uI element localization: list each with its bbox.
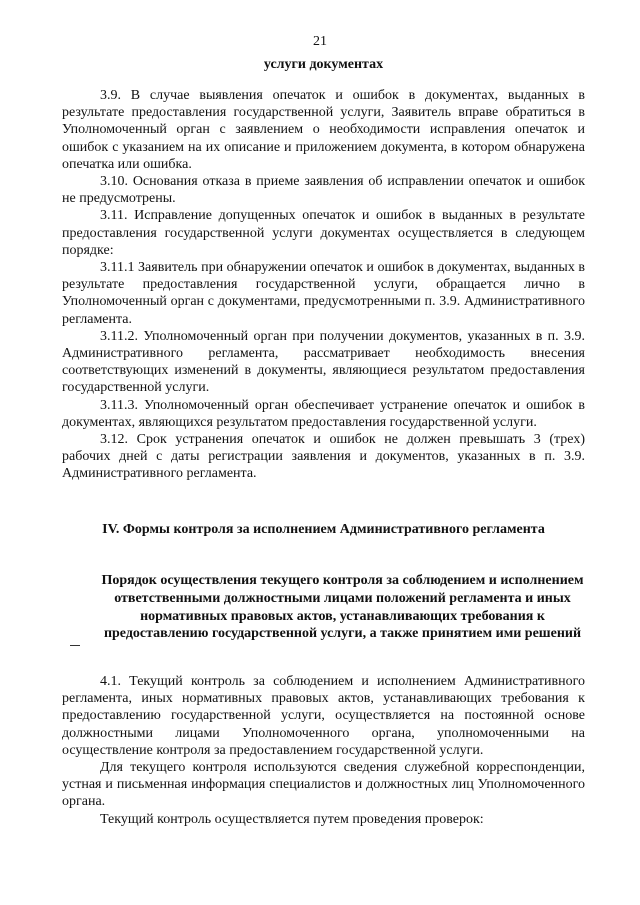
paragraph-control-checks: Текущий контроль осуществляется путем проведения проверок: — [100, 811, 484, 827]
paragraph-3-11-3: 3.11.3. Уполномоченный орган обеспечивает устранение опечаток и ошибок в документах, являющихся результатом предоставления государственной услуги. — [62, 397, 585, 430]
paragraph-3-9: 3.9. В случае выявления опечаток и ошибок в документах, выданных в результате предоставления государственной услуги, Заявитель вправе обратиться в Уполномоченный орган с заявлением о необходимости исправления опечаток и ошибок с указанием на их описание и приложением документа, в котором обнаружена опечатка или ошибка. — [62, 88, 585, 172]
paragraph-3-12: 3.12. Срок устранения опечаток и ошибок не должен превышать 3 (трех) рабочих дней с даты регистрации заявления и документов, указанных в п. 3.9. Административного регламента. — [62, 432, 585, 482]
subsection-title: Порядок осуществления текущего контроля за соблюдением и исполнением ответственными должностными лицами положений регламента и иных нормативных правовых актов, устанавливающих требования к предоставлению государственной услуги, а также принятием ими решений — [101, 573, 584, 642]
paragraph-3-11-1: 3.11.1 Заявитель при обнаружении опечаток и ошибок в документах, выданных в результате предоставления государственной услуги, обращается лично в Уполномоченный орган с документами, предусмотренными п. 3.9. Административного регламента. — [62, 260, 585, 327]
paragraph-control-sources: Для текущего контроля используются сведения служебной корреспонденции, устная и письменная информация специалистов и должностных лиц Уполномоченного органа. — [62, 760, 585, 810]
page-number: 21 — [313, 34, 327, 49]
paragraph-3-10: 3.10. Основания отказа в приеме заявления об исправлении опечаток и ошибок не предусмотрены. — [62, 174, 585, 207]
margin-dash-mark — [70, 645, 80, 646]
running-head: услуги документах — [263, 57, 384, 72]
body-text-top — [62, 87, 585, 483]
paragraph-3-11: 3.11. Исправление допущенных опечаток и ошибок в выданных в результате предоставления государственной услуги документах осуществляется в следующем порядке: — [62, 208, 585, 258]
body-text-bottom — [62, 673, 585, 828]
paragraph-4-1: 4.1. Текущий контроль за соблюдением и исполнением Административного регламента, иных нормативных правовых актов, устанавливающих требования к предоставлению государственной услуги, осуществляется на постоянной основе должностными лицами Уполномоченного органа, уполномоченными на осуществление контроля за предоставлением государственной услуги. — [62, 674, 585, 758]
paragraph-3-11-2: 3.11.2. Уполномоченный орган при получении документов, указанных в п. 3.9. Административного регламента, рассматривает необходимость внесения соответствующих изменений в документы, являющиеся результатом предоставления государственной услуги. — [62, 328, 585, 396]
section-title: IV. Формы контроля за исполнением Административного регламента — [102, 522, 545, 537]
